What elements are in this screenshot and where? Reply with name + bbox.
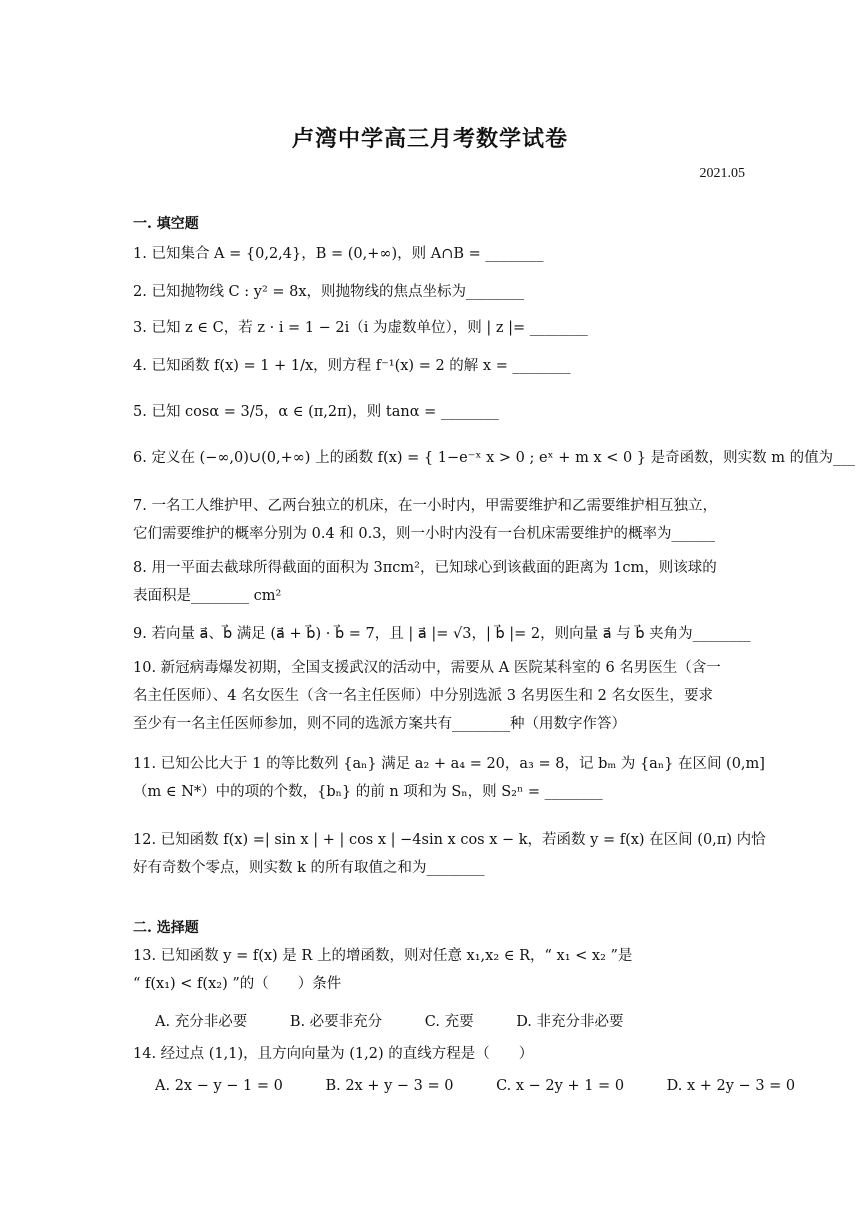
option-c[interactable]: C. 充要 xyxy=(424,1014,474,1030)
question-1 xyxy=(133,240,733,268)
question-line: 名主任医师）、4 名女医生（含一名主任医师）中分别选派 3 名男医生和 2 名女医生，要求 xyxy=(133,688,713,704)
question-13-options xyxy=(155,1010,662,1031)
question-9 xyxy=(133,620,751,648)
page-title: 卢湾中学高三月考数学试卷 xyxy=(291,126,568,152)
question-5 xyxy=(133,398,733,426)
question-line: 表面积是________ cm² xyxy=(133,588,282,604)
question-line: 7. 一名工人维护甲、乙两台独立的机床，在一小时内，甲需要维护和乙需要维护相互独立， xyxy=(133,498,717,514)
question-14 xyxy=(133,1040,733,1068)
option-d[interactable]: D. x + 2y − 3 = 0 xyxy=(666,1078,796,1094)
question-line: “ f(x₁) < f(x₂) ”的（ ）条件 xyxy=(133,976,342,992)
question-line: 5. 已知 cosα = 3/5，α ∈ (π,2π)，则 tanα = ________ xyxy=(133,404,499,420)
question-11 xyxy=(133,750,765,806)
question-line: 14. 经过点 (1,1)，且方向向量为 (1,2) 的直线方程是（ ） xyxy=(133,1046,534,1062)
question-line: 3. 已知 z ∈ C，若 z · i = 1 − 2i（i 为虚数单位），则 | z |= ________ xyxy=(133,320,588,336)
option-a[interactable]: A. 2x − y − 1 = 0 xyxy=(155,1078,283,1094)
question-13 xyxy=(133,942,733,998)
question-7 xyxy=(133,492,733,548)
question-8 xyxy=(133,554,733,610)
option-b[interactable]: B. 2x + y − 3 = 0 xyxy=(325,1078,454,1094)
question-3 xyxy=(133,314,733,342)
question-12 xyxy=(133,826,766,882)
question-line: 2. 已知抛物线 C : y² = 8x，则抛物线的焦点坐标为________ xyxy=(133,284,525,300)
question-line: 13. 已知函数 y = f(x) 是 R 上的增函数，则对任意 x₁,x₂ ∈ R，“ x₁ < x₂ ”是 xyxy=(133,948,633,964)
question-line: 它们需要维护的概率分别为 0.4 和 0.3，则一小时内没有一台机床需要维护的概率为______ xyxy=(133,526,715,542)
question-line: 4. 已知函数 f(x) = 1 + 1/x，则方程 f⁻¹(x) = 2 的解 x = ________ xyxy=(133,358,571,374)
question-14-options xyxy=(155,1078,833,1094)
section-choice-heading: 二. 选择题 xyxy=(133,920,199,936)
option-d[interactable]: D. 非充分非必要 xyxy=(516,1014,624,1030)
question-line: 6. 定义在 (−∞,0)∪(0,+∞) 上的函数 f(x) = { 1−e⁻ˣ x > 0 ; eˣ + m x < 0 } 是奇函数，则实数 m 的值为___ xyxy=(133,450,855,466)
question-line: 9. 若向量 a⃗、b⃗ 满足 (a⃗ + b⃗) · b⃗ = 7，且 | a⃗ |= √3，| b⃗ |= 2，则向量 a⃗ 与 b⃗ 夹角为________ xyxy=(133,626,751,642)
option-b[interactable]: B. 必要非充分 xyxy=(289,1014,383,1030)
question-line: 8. 用一平面去截球所得截面的面积为 3πcm²，已知球心到该截面的距离为 1cm，则该球的 xyxy=(133,560,717,576)
question-line: 10. 新冠病毒爆发初期，全国支援武汉的活动中，需要从 A 医院某科室的 6 名男医生（含一 xyxy=(133,660,721,676)
option-a[interactable]: A. 充分非必要 xyxy=(155,1014,248,1030)
question-4 xyxy=(133,352,733,380)
question-6 xyxy=(133,444,855,472)
question-10 xyxy=(133,654,733,738)
exam-date: 2021.05 xyxy=(699,166,745,181)
section-fill-heading: 一. 填空题 xyxy=(133,216,199,232)
question-line: 11. 已知公比大于 1 的等比数列 {aₙ} 满足 a₂ + a₄ = 20，a₃ = 8，记 bₘ 为 {aₙ} 在区间 (0,m] xyxy=(133,756,765,772)
question-2 xyxy=(133,278,733,306)
question-line: 1. 已知集合 A = {0,2,4}，B = (0,+∞)，则 A∩B = ________ xyxy=(133,246,544,262)
question-line: 至少有一名主任医师参加，则不同的选派方案共有________种（用数字作答） xyxy=(133,716,626,732)
question-line: 12. 已知函数 f(x) =| sin x | + | cos x | −4sin x cos x − k，若函数 y = f(x) 在区间 (0,π) 内恰 xyxy=(133,832,766,848)
option-c[interactable]: C. x − 2y + 1 = 0 xyxy=(496,1078,625,1094)
question-line: （m ∈ N*）中的项的个数，{bₙ} 的前 n 项和为 Sₙ，则 S₂ⁿ = ________ xyxy=(133,784,603,800)
question-line: 好有奇数个零点，则实数 k 的所有取值之和为________ xyxy=(133,860,485,876)
